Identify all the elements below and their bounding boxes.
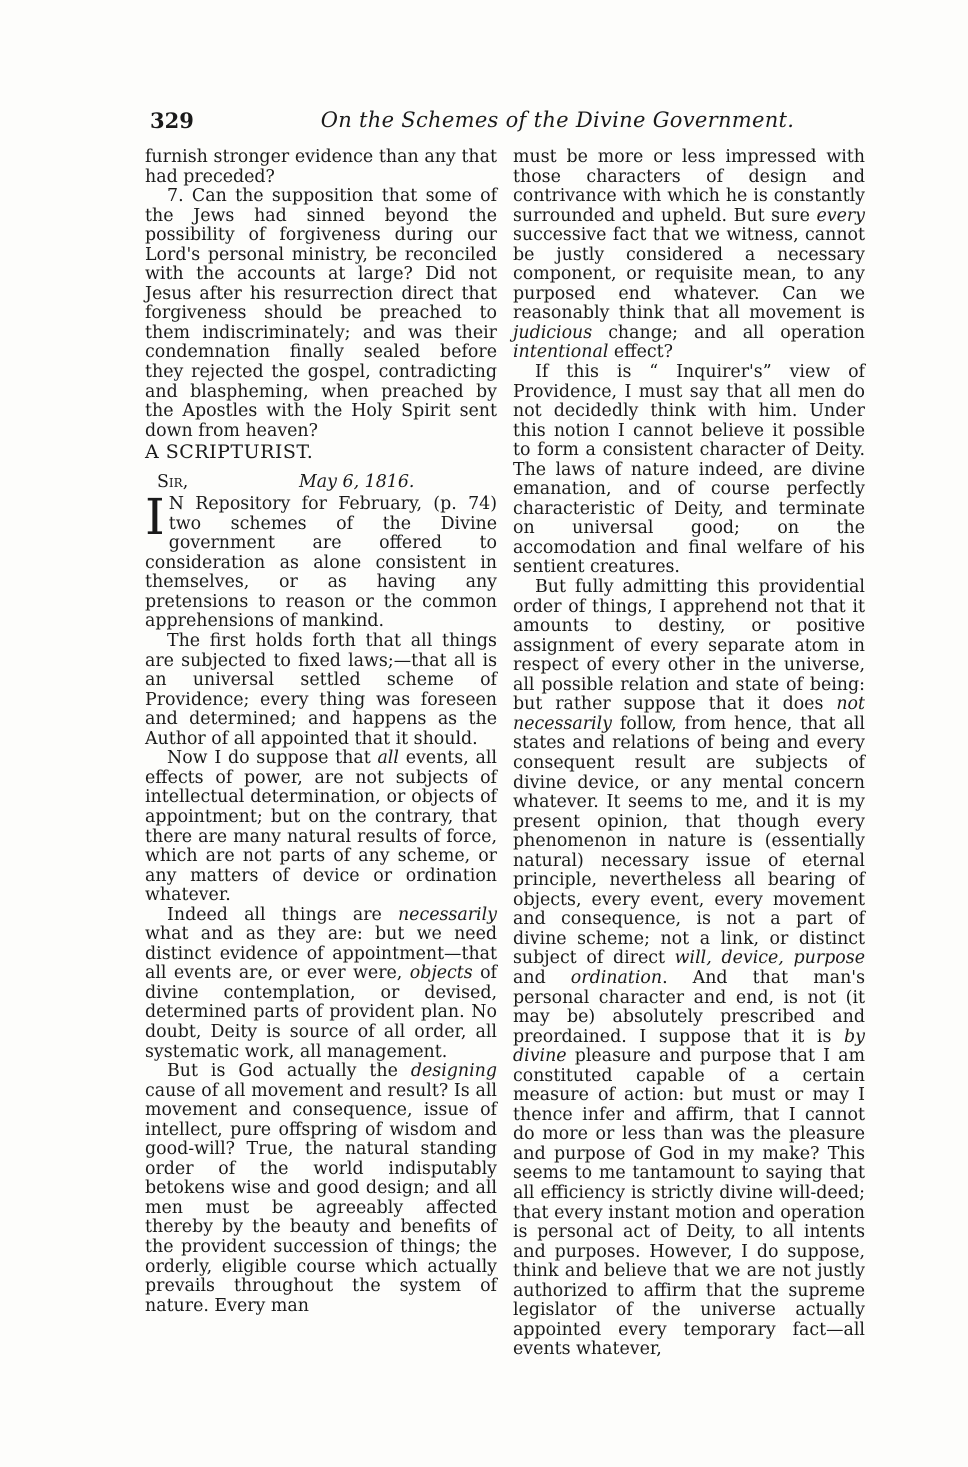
text-run: must be more or less impressed with those characters of design and contrivance with which he is constantly surrounded and upheld. But sure: [513, 147, 865, 226]
italic-run: every: [816, 205, 865, 226]
text-run: of divine contemplation, or devised, determined parts of provident plan. No doubt, Deity is source of all order, all systematic work, all management.: [145, 963, 497, 1062]
italic-run: necessarily: [397, 904, 497, 925]
text-run: Now I do suppose that: [167, 748, 378, 769]
text-run: events, all effects of power, are not subjects of intellectual determination, or objects of appointment; but on the contrary, that there are many natural results of force, which are not parts of any scheme, or any matters of device or ordination whatever.: [145, 748, 497, 906]
italic-run: objects: [409, 963, 473, 984]
text-run: But is God actually the: [167, 1061, 411, 1082]
paragraph-but-fully: [513, 578, 865, 1360]
right-column: [513, 148, 865, 1360]
text-run: change; and all operation: [592, 322, 865, 343]
signature: A SCRIPTURIST.: [145, 441, 314, 464]
text-run: cause of all movement and result? Is all movement and consequence, issue of intellect, pure offspring of wisdom and good-will? True, the natural standing order of the world indisputably betokens wise and good design; and all men must be agreeably affected thereby by the beauty and benefits of the provident succession of things; the orderly, eligible course which actually prevails throughout the system of nature. Every man: [145, 1080, 497, 1316]
paragraph-continued: furnish stronger evidence than any that had preceded?: [145, 147, 497, 187]
letter-date: May 6, 1816.: [299, 472, 415, 493]
text-run: successive fact that we witness, cannot be justly considered a necessary component, or requisite mean, to any purposed end whatever. Can we reasonably think that all movement is: [513, 225, 865, 324]
italic-run: intentional: [513, 342, 609, 363]
paragraph-indeed: [145, 906, 497, 1062]
text-run: Indeed all things are: [167, 904, 398, 925]
italic-run: all: [377, 748, 399, 769]
drop-cap: I: [145, 488, 165, 547]
paragraph-question-7: 7. Can the supposition that some of the Jews had sinned beyond the possibility of forgiveness during our Lord's personal ministry, be reconciled with the accounts at large? Did not Jesus after his resurrection direct that forgiveness should be preached to them indiscriminately; and was their condemnation finally sealed before they rejected the gospel, contradicting and blaspheming, when preached by the Apostles with the Holy Spirit sent down from heaven?: [145, 186, 497, 441]
italic-run: by divine: [513, 1026, 865, 1067]
italic-run: judicious: [513, 322, 593, 343]
italic-run: ordination: [570, 967, 663, 988]
paragraph-but-is-god: [145, 1062, 497, 1316]
page-number: 329: [150, 108, 194, 133]
text-run: and: [513, 967, 571, 988]
paragraph-continued-right: [513, 148, 865, 363]
italic-run: not necessarily: [513, 694, 865, 734]
left-column: [145, 148, 497, 1316]
letter-heading: [145, 473, 497, 493]
text-run: effect?: [608, 342, 673, 363]
salutation: Sir,: [157, 472, 189, 493]
text-run: what and as they are: but we need distinct evidence of appointment—that all events are, or ever were,: [145, 924, 497, 984]
text-run: . And that man's personal character and end, is not (it may be) absolutely prescribed and preordained. I suppose that it is: [513, 967, 865, 1047]
running-title: On the Schemes of the Divine Government.: [320, 108, 795, 132]
text-run: But fully admitting this providential order of things, I apprehend not that it amounts to destiny, or positive assignment of every separate atom in respect of every other in the universe, all possible relation and state of being: but rather suppose that it does: [513, 577, 865, 715]
text-run: pleasure and purpose that I am constituted capable of a certain measure of action: but must or may I thence infer and affirm, that I cannot do more or less than was the pleasure and purpose of God in my make? This seems to me tantamount to saying that all efficiency is strictly divine will-deed; that every instant motion and operation is personal act of Deity, to all intents and purposes. However, I do suppose, think and believe that we are not justly authorized to affirm that the supreme legislator of the universe actually appointed every temporary fact—all events whatever,: [513, 1046, 865, 1360]
paragraph-if-this: If this is “ Inquirer's” view of Providence, I must say that all men do not decidedly think with him. Under this notion I cannot believe it possible to form a consistent character of Deity. The laws of nature indeed, are divine emanation, and of course perfectly characteristic of Deity, and terminate on universal good; on the accomodation and final welfare of his sentient creatures.: [513, 362, 865, 578]
paragraph-now: [145, 749, 497, 905]
italic-run: designing: [410, 1061, 497, 1082]
paragraph-intro: [145, 488, 497, 632]
paragraph-intro-text: N Repository for February, (p. 74) two schemes of the Divine government are offered to consideration as alone consistent in themselves, or as having any pretensions to reason or the common apprehensions of mankind.: [145, 494, 497, 632]
italic-run: will, device, purpose: [674, 948, 865, 969]
text-run: follow, from hence, that all states and relations of being and every consequent result are subjects of divine device, or any mental concern whatever. It seems to me, and it is my present opinion, that though every phenomenon in nature is (essentially natural) necessary issue of eternal principle, nevertheless all bearing of objects, every event, every movement and consequence, is not a part of divine scheme; not a link, or distinct subject of direct: [513, 713, 865, 969]
paragraph-first-scheme: The first holds forth that all things are subjected to fixed laws;—that all is an universal settled scheme of Providence; every thing was foreseen and determined; and happens as the Author of all appointed that it should.: [145, 631, 497, 749]
running-header: [150, 108, 850, 138]
